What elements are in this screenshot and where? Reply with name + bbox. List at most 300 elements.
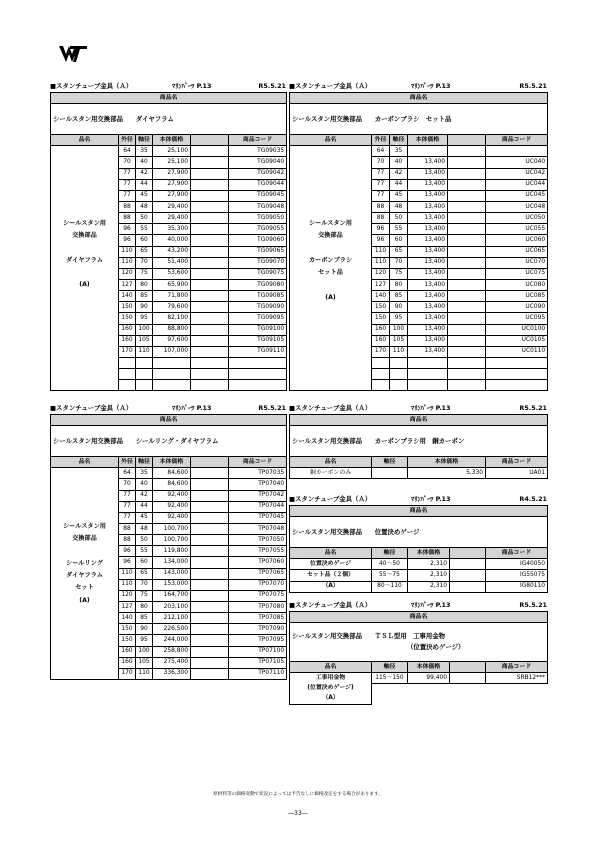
cell-price: 13,400 — [408, 224, 448, 235]
cell-shaft-diameter: 42 — [136, 490, 153, 501]
cell-shaft-diameter: 40 — [136, 157, 153, 168]
cell-code: TG09085 — [229, 291, 287, 302]
cell-code: UC080 — [486, 279, 548, 290]
cell-code: TP07035 — [229, 468, 287, 479]
cell-price: 244,000 — [153, 635, 191, 646]
cell-shaft-diameter: 44 — [136, 501, 153, 512]
cell-code: TP07100 — [229, 646, 287, 657]
cell-shaft-diameter: 80 — [136, 601, 153, 612]
cell-price: 13,400 — [408, 291, 448, 302]
cell-code: TG09040 — [229, 157, 287, 168]
cell-outer-diameter: 160 — [372, 324, 390, 335]
table-diaphragm — [50, 81, 286, 391]
cell-outer-diameter: 77 — [119, 179, 136, 190]
cell-code: UC055 — [486, 224, 548, 235]
cell-shaft-diameter: 105 — [136, 335, 153, 346]
cell-price: 13,400 — [408, 279, 448, 290]
col-price: 本体価格 — [408, 662, 450, 673]
cell-shaft-diameter: 110 — [390, 346, 408, 357]
label-line: 交換部品 — [72, 535, 97, 543]
cell-shaft-diameter: 85 — [136, 613, 153, 624]
label-line: 工事用金物 — [315, 675, 346, 682]
cell-outer-diameter: 70 — [372, 157, 390, 168]
cell-shaft-diameter: 70 — [136, 257, 153, 268]
cell-shaft-diameter: 35 — [136, 468, 153, 479]
section-title: ■スタンチューブ金具（Ａ） — [289, 601, 372, 609]
cell-shaft-diameter: 75 — [136, 590, 153, 601]
cell-shaft-diameter: 90 — [136, 624, 153, 635]
label-line: 交換部品 — [72, 232, 97, 240]
cell-outer-diameter: 77 — [372, 190, 390, 201]
row-label: 位置決めゲージ — [290, 559, 372, 570]
cell-shaft-diameter: 110 — [136, 346, 153, 357]
cell-code: IG80110 — [486, 581, 548, 592]
cell-outer-diameter: 77 — [372, 179, 390, 190]
cell-code: TG09110 — [229, 346, 287, 357]
cell-price: 2,310 — [408, 570, 450, 581]
cell-code: UA01 — [486, 468, 548, 479]
section-title: ■スタンチューブ金具（Ａ） — [50, 82, 133, 90]
cell-price: 13,400 — [408, 257, 448, 268]
cell-price: 13,400 — [408, 179, 448, 190]
cell-code: TP07042 — [229, 490, 287, 501]
table-carbon-brush — [289, 81, 547, 391]
cell-outer-diameter: 150 — [119, 313, 136, 324]
cell-price: 97,600 — [153, 335, 191, 346]
product-name: シールスタン用交換部品 ダイヤフラム — [51, 104, 287, 135]
col-shaft-diameter: 軸径 — [136, 135, 153, 146]
cell-shaft-diameter: 60 — [136, 557, 153, 568]
col-shaft-diameter: 軸径 — [372, 457, 408, 468]
table-row — [51, 146, 287, 157]
footer-note: 原材料等の価格変動で状況によっては予告なしに価格改定をする場合があります。 — [213, 792, 383, 797]
cell-code: TP07075 — [229, 590, 287, 601]
cell-price: 336,300 — [153, 668, 191, 679]
cell-shaft-diameter: 70 — [136, 579, 153, 590]
cell-outer-diameter: 120 — [119, 268, 136, 279]
cell-price: 13,400 — [408, 324, 448, 335]
cell-shaft-diameter: 55 — [136, 546, 153, 557]
cell-price: 212,100 — [153, 613, 191, 624]
cell-price — [408, 146, 448, 157]
cell-code: TG09042 — [229, 168, 287, 179]
cell-price: 2,310 — [408, 581, 450, 592]
cell-shaft-diameter: 65 — [390, 246, 408, 257]
table-body — [290, 559, 548, 592]
cell-code: UC048 — [486, 201, 548, 212]
cell-hinmei: 銅カーボンのみ — [290, 468, 372, 479]
col-shaft-diameter: 軸径 — [372, 548, 408, 559]
cell-shaft-diameter: 48 — [390, 201, 408, 212]
cell-outer-diameter: 150 — [372, 302, 390, 313]
table-body — [51, 146, 287, 391]
table-row — [290, 468, 548, 479]
cell-price: 92,400 — [153, 501, 191, 512]
cell-price: 71,800 — [153, 291, 191, 302]
cell-price: 13,400 — [408, 235, 448, 246]
col-code: 商品コード — [486, 457, 548, 468]
cell-price: 2,310 — [408, 559, 450, 570]
cell-code: TP07044 — [229, 501, 287, 512]
cell-price: 13,400 — [408, 246, 448, 257]
cell-outer-diameter: 77 — [119, 501, 136, 512]
row-label — [51, 468, 119, 680]
cell-shaft-diameter: 75 — [136, 268, 153, 279]
cell-price: 13,400 — [408, 201, 448, 212]
product-name-header: 商品名 — [290, 93, 548, 104]
cell-shaft-diameter: 80 — [390, 279, 408, 290]
cell-code: UC075 — [486, 268, 548, 279]
cell-shaft-diameter: 40 — [390, 157, 408, 168]
col-shaft-diameter: 軸径 — [390, 135, 408, 146]
cell-code: TP07080 — [229, 601, 287, 612]
cell-outer-diameter: 88 — [119, 213, 136, 224]
section-header — [50, 403, 286, 414]
cell-shaft-diameter: 55～75 — [372, 570, 408, 581]
cell-outer-diameter: 170 — [119, 668, 136, 679]
product-name: シールスタン用交換部品 位置決めゲージ — [290, 517, 548, 548]
cell-shaft-diameter: 44 — [136, 179, 153, 190]
label-line: (A) — [325, 293, 336, 301]
cell-outer-diameter: 150 — [372, 313, 390, 324]
cell-outer-diameter: 77 — [119, 168, 136, 179]
col-price: 本体価格 — [153, 457, 191, 468]
table-row — [290, 559, 548, 570]
table-body — [290, 146, 548, 391]
revision-date: R5.5.21 — [258, 404, 286, 412]
section-title: ■スタンチューブ金具（Ａ） — [289, 495, 372, 503]
cell-shaft-diameter: 65 — [136, 246, 153, 257]
col-hinmei: 品名 — [51, 135, 119, 146]
table-row — [290, 673, 548, 684]
cell-code: UC065 — [486, 246, 548, 257]
cell-code: TP07050 — [229, 535, 287, 546]
cell-shaft-diameter: 42 — [136, 168, 153, 179]
cell-shaft-diameter: 40 — [136, 479, 153, 490]
cell-code: TG09035 — [229, 146, 287, 157]
cell-outer-diameter: 77 — [119, 190, 136, 201]
catalog-ref: ﾏﾘﾝﾊﾟｰﾂ P.13 — [411, 495, 451, 503]
cell-outer-diameter: 160 — [119, 335, 136, 346]
cell-shaft-diameter: 50 — [390, 213, 408, 224]
cell-code: UC0110 — [486, 346, 548, 357]
revision-date: R5.5.21 — [258, 82, 286, 90]
label-line: (A) — [79, 281, 90, 289]
cell-shaft-diameter: 35 — [390, 146, 408, 157]
cell-shaft-diameter: 48 — [136, 201, 153, 212]
col-shaft-diameter: 軸径 — [136, 457, 153, 468]
cell-price: 25,100 — [153, 157, 191, 168]
cell-price: 13,400 — [408, 190, 448, 201]
cell-outer-diameter: 120 — [372, 268, 390, 279]
product-name-header: 商品名 — [290, 415, 548, 426]
cell-price: 100,700 — [153, 523, 191, 534]
cell-code: UC042 — [486, 168, 548, 179]
cell-code: UC070 — [486, 257, 548, 268]
cell-shaft-diameter: 45 — [136, 512, 153, 523]
product-name: シールスタン用交換部品 シールリング・ダイヤフラム — [51, 426, 287, 457]
cell-shaft-diameter: 60 — [390, 235, 408, 246]
cell-price: 84,600 — [153, 479, 191, 490]
cell-code: SRB12*** — [486, 673, 548, 684]
label-line: シールスタン用 — [62, 523, 106, 531]
cell-price: 13,400 — [408, 335, 448, 346]
revision-date: R5.5.21 — [519, 404, 547, 412]
cell-price: 5,330 — [408, 468, 486, 479]
cell-code: TP07060 — [229, 557, 287, 568]
cell-shaft-diameter: 45 — [136, 190, 153, 201]
cell-price: 258,800 — [153, 646, 191, 657]
col-code: 商品コード — [229, 457, 287, 468]
cell-code: UC060 — [486, 235, 548, 246]
cell-code: TG09060 — [229, 235, 287, 246]
cell-outer-diameter: 160 — [372, 335, 390, 346]
cell-price: 100,700 — [153, 535, 191, 546]
cell-code: TG09044 — [229, 179, 287, 190]
cell-shaft: 115～150 — [372, 673, 408, 684]
product-name — [290, 623, 548, 662]
cell-outer-diameter: 77 — [119, 490, 136, 501]
cell-price: 143,000 — [153, 568, 191, 579]
cell-code: TP07085 — [229, 613, 287, 624]
cell-code: UC040 — [486, 157, 548, 168]
cell-code: TP07095 — [229, 635, 287, 646]
cell-price: 88,800 — [153, 324, 191, 335]
cell-code: UC045 — [486, 190, 548, 201]
cell-code: TG09045 — [229, 190, 287, 201]
revision-date: R4.5.21 — [519, 495, 547, 503]
catalog-ref: ﾏﾘﾝﾊﾟｰﾂ P.13 — [411, 601, 451, 609]
label-line: シールスタン用 — [62, 220, 106, 228]
product-name-header: 商品名 — [290, 506, 548, 517]
col-outer-diameter: 外径 — [119, 457, 136, 468]
catalog-ref: ﾏﾘﾝﾊﾟｰﾂ P.13 — [172, 82, 212, 90]
cell-shaft-diameter: 35 — [136, 146, 153, 157]
cell-outer-diameter: 70 — [119, 479, 136, 490]
cell-shaft-diameter: 95 — [390, 313, 408, 324]
cell-shaft-diameter: 80 — [136, 279, 153, 290]
label-line: ダイヤフラム — [66, 256, 103, 264]
cell-shaft-diameter: 70 — [390, 257, 408, 268]
cell-price: 92,400 — [153, 512, 191, 523]
label-line: ダイヤフラム — [66, 572, 103, 580]
label-line: セット — [75, 584, 94, 592]
cell-code: UC0100 — [486, 324, 548, 335]
cell-outer-diameter: 160 — [119, 324, 136, 335]
cell-shaft-diameter: 40～50 — [372, 559, 408, 570]
product-name-line1: シールスタン用交換部品 ＴＳＬ型用 工事用金物 — [292, 632, 446, 641]
section-title: ■スタンチューブ金具（Ａ） — [289, 82, 372, 90]
cell-shaft-diameter: 110 — [136, 668, 153, 679]
cell-price: 43,200 — [153, 246, 191, 257]
section-title: ■スタンチューブ金具（Ａ） — [50, 404, 133, 412]
cell-shaft-diameter: 55 — [390, 224, 408, 235]
cell-price: 13,400 — [408, 213, 448, 224]
cell-shaft-diameter: 50 — [136, 213, 153, 224]
cell-outer-diameter: 127 — [119, 279, 136, 290]
col-price: 本体価格 — [408, 548, 450, 559]
section-header — [289, 494, 547, 505]
cell-shaft-diameter: 95 — [136, 313, 153, 324]
cell-outer-diameter: 70 — [119, 157, 136, 168]
cell-code — [486, 146, 548, 157]
cell-outer-diameter: 96 — [372, 235, 390, 246]
cell-outer-diameter: 160 — [119, 646, 136, 657]
cell-price: 40,000 — [153, 235, 191, 246]
label-line: (A) — [79, 596, 90, 604]
cell-outer-diameter: 160 — [119, 657, 136, 668]
cell-shaft-diameter: 90 — [136, 302, 153, 313]
cell-shaft-diameter: 45 — [390, 190, 408, 201]
cell-code: TG09055 — [229, 224, 287, 235]
cell-code: TG09080 — [229, 279, 287, 290]
cell-outer-diameter: 140 — [372, 291, 390, 302]
table-copper-carbon — [289, 403, 547, 479]
cell-code: TP07055 — [229, 546, 287, 557]
cell-shaft-diameter: 80～110 — [372, 581, 408, 592]
cell-price: 82,100 — [153, 313, 191, 324]
cell-price: 25,100 — [153, 146, 191, 157]
cell-price: 13,400 — [408, 268, 448, 279]
cell-price: 84,600 — [153, 468, 191, 479]
cell-outer-diameter: 110 — [372, 257, 390, 268]
cell-price: 29,400 — [153, 213, 191, 224]
cell-outer-diameter: 96 — [119, 557, 136, 568]
col-outer-diameter: 外径 — [119, 135, 136, 146]
cell-code: TG09075 — [229, 268, 287, 279]
section-header — [289, 403, 547, 414]
row-label: （A） — [290, 581, 372, 592]
product-name-header: 商品名 — [51, 93, 287, 104]
cell-outer-diameter: 96 — [119, 546, 136, 557]
table-row — [290, 146, 548, 157]
section-header — [289, 600, 547, 611]
cell-shaft-diameter: 85 — [136, 291, 153, 302]
label-line: シールスタン用 — [308, 220, 352, 228]
cell-shaft-diameter: 85 — [390, 291, 408, 302]
cell-outer-diameter: 64 — [372, 146, 390, 157]
cell-outer-diameter: 150 — [119, 302, 136, 313]
cell-outer-diameter: 110 — [119, 568, 136, 579]
col-price: 本体価格 — [153, 135, 191, 146]
cell-outer-diameter: 110 — [119, 257, 136, 268]
cell-price: 153,000 — [153, 579, 191, 590]
cell-shaft-diameter: 95 — [136, 635, 153, 646]
cell-outer-diameter: 77 — [119, 512, 136, 523]
cell-code: TG09070 — [229, 257, 287, 268]
cell-price: 92,400 — [153, 490, 191, 501]
cell-outer-diameter: 150 — [119, 635, 136, 646]
cell-code: TG09090 — [229, 302, 287, 313]
cell-price: 27,900 — [153, 179, 191, 190]
col-price: 本体価格 — [408, 135, 448, 146]
cell-price: 119,800 — [153, 546, 191, 557]
cell-price: 99,400 — [408, 673, 450, 684]
cell-price: 35,300 — [153, 224, 191, 235]
label-line: （A） — [322, 695, 339, 702]
label-line: セット品 — [318, 269, 343, 277]
cell-code: TG09100 — [229, 324, 287, 335]
cell-code: TP07110 — [229, 668, 287, 679]
cell-price: 13,400 — [408, 302, 448, 313]
section-title: ■スタンチューブ金具（Ａ） — [289, 404, 372, 412]
cell-code: IG40050 — [486, 559, 548, 570]
cell-code: UC0105 — [486, 335, 548, 346]
row-label — [290, 146, 372, 391]
col-code: 商品コード — [229, 135, 287, 146]
cell-outer-diameter: 64 — [119, 468, 136, 479]
cell-code: UC085 — [486, 291, 548, 302]
cell-outer-diameter: 88 — [119, 201, 136, 212]
cell-shaft-diameter: 105 — [390, 335, 408, 346]
cell-outer-diameter: 127 — [119, 601, 136, 612]
cell-outer-diameter: 150 — [119, 624, 136, 635]
cell-code: TP07090 — [229, 624, 287, 635]
cell-code: TP07070 — [229, 579, 287, 590]
cell-price: 27,900 — [153, 190, 191, 201]
table-row — [290, 581, 548, 592]
company-logo — [58, 44, 88, 64]
cell-price: 65,900 — [153, 279, 191, 290]
product-name-header: 商品名 — [290, 612, 548, 623]
col-code: 商品コード — [486, 662, 548, 673]
cell-price: 13,400 — [408, 313, 448, 324]
col-hinmei: 品名 — [51, 457, 119, 468]
label-line: シールリング — [66, 559, 103, 567]
cell-outer-diameter: 77 — [372, 168, 390, 179]
cell-outer-diameter: 140 — [119, 613, 136, 624]
cell-price: 134,000 — [153, 557, 191, 568]
col-hinmei: 品名 — [290, 548, 372, 559]
col-outer-diameter: 外径 — [372, 135, 390, 146]
cell-price: 51,400 — [153, 257, 191, 268]
cell-code: TP07045 — [229, 512, 287, 523]
cell-outer-diameter: 96 — [372, 224, 390, 235]
table-position-gauge — [289, 494, 547, 593]
col-hinmei: 品名 — [290, 662, 372, 673]
cell-price: 53,600 — [153, 268, 191, 279]
cell-code: TP07048 — [229, 523, 287, 534]
row-label: セット品（２個） — [290, 570, 372, 581]
label-line: 交換部品 — [318, 232, 343, 240]
cell-code: TG09050 — [229, 213, 287, 224]
cell-outer-diameter: 88 — [119, 523, 136, 534]
cell-shaft-diameter: 42 — [390, 168, 408, 179]
label-line: カーボンブラシ — [308, 256, 353, 264]
col-price: 本体価格 — [408, 457, 486, 468]
table-seal-ring — [50, 403, 286, 680]
cell-code: UC044 — [486, 179, 548, 190]
cell-shaft-diameter: 75 — [390, 268, 408, 279]
row-label — [51, 146, 119, 391]
cell-outer-diameter: 110 — [119, 579, 136, 590]
cell-code: TG09065 — [229, 246, 287, 257]
cell-shaft-diameter: 60 — [136, 235, 153, 246]
cell-outer-diameter: 88 — [119, 535, 136, 546]
cell-shaft-diameter: 65 — [136, 568, 153, 579]
cell-price: 226,500 — [153, 624, 191, 635]
product-name: シールスタン用交換部品 カーボンブラシ用 銅カーボン — [290, 426, 548, 457]
cell-outer-diameter: 96 — [119, 224, 136, 235]
cell-shaft-diameter: 100 — [136, 646, 153, 657]
cell-shaft-diameter: 50 — [136, 535, 153, 546]
col-code: 商品コード — [486, 135, 548, 146]
cell-code: IG55075 — [486, 570, 548, 581]
col-shaft-diameter: 軸径 — [372, 662, 408, 673]
row-label — [290, 673, 372, 705]
cell-shaft — [372, 468, 408, 479]
cell-shaft-diameter: 44 — [390, 179, 408, 190]
